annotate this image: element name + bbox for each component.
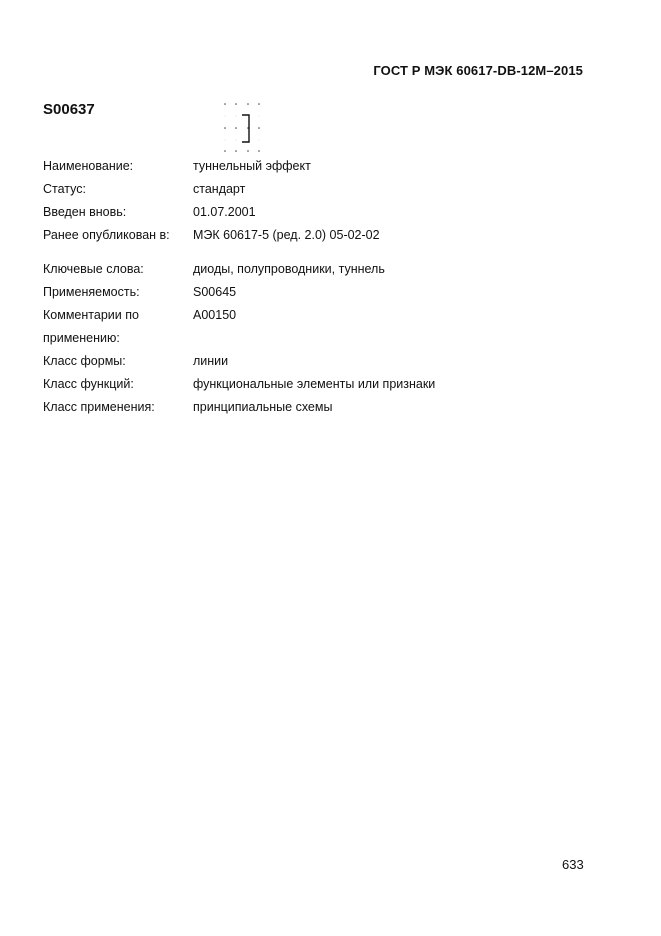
- field-value: МЭК 60617-5 (ред. 2.0) 05-02-02: [193, 228, 380, 242]
- field-value: линии: [193, 354, 229, 368]
- field-value: принципиальные схемы: [193, 400, 333, 414]
- field-label: Статус:: [43, 182, 86, 196]
- field-label: Класс формы:: [43, 354, 126, 368]
- field-label: Комментарии по: [43, 308, 139, 322]
- field-label: Класс функций:: [43, 377, 134, 391]
- tunnel-effect-symbol-icon: [220, 100, 266, 156]
- field-previously-published: [43, 224, 603, 247]
- page-number: 633: [562, 857, 584, 872]
- field-label: Ранее опубликован в:: [43, 228, 170, 242]
- field-value: S00645: [193, 285, 237, 299]
- group-spacer: [43, 247, 603, 258]
- field-application-notes-cont: [43, 327, 603, 350]
- field-label: Применяемость:: [43, 285, 140, 299]
- field-value: 01.07.2001: [193, 205, 256, 219]
- field-function-class: [43, 373, 603, 396]
- field-value: A00150: [193, 308, 237, 322]
- field-label: Ключевые слова:: [43, 262, 144, 276]
- field-label: Введен вновь:: [43, 205, 127, 219]
- field-value: функциональные элементы или признаки: [193, 377, 436, 391]
- symbol-code-title: S00637: [43, 101, 95, 118]
- field-shape-class: [43, 350, 603, 373]
- field-label: Наименование:: [43, 159, 134, 173]
- field-label: применению:: [43, 331, 120, 345]
- standard-header: ГОСТ Р МЭК 60617-DB-12M–2015: [373, 63, 583, 78]
- field-value: диоды, полупроводники, туннель: [193, 262, 385, 276]
- field-applicability: [43, 281, 603, 304]
- field-value: стандарт: [193, 182, 246, 196]
- field-name: [43, 155, 603, 178]
- field-application-class: [43, 396, 603, 419]
- field-label: Класс применения:: [43, 400, 155, 414]
- field-status: [43, 178, 603, 201]
- field-introduced: [43, 201, 603, 224]
- field-value: туннельный эффект: [193, 159, 311, 173]
- field-value: [193, 327, 603, 350]
- field-keywords: [43, 258, 603, 281]
- field-application-notes: [43, 304, 603, 327]
- symbol-attributes: [43, 155, 603, 419]
